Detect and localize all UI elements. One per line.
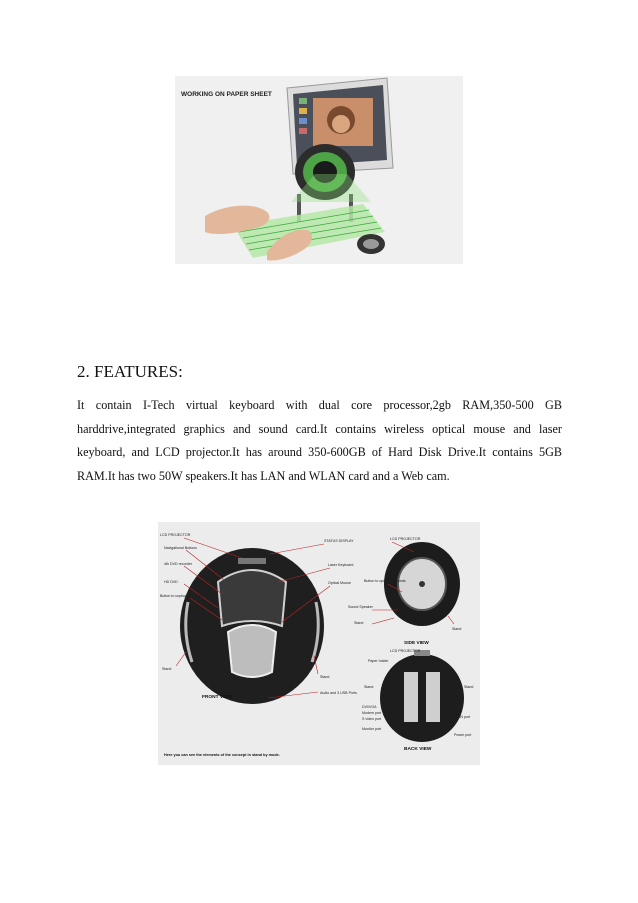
label-optical-mouse: Optical Mouse [328, 581, 351, 585]
back-view-label: BACK VIEW [404, 747, 432, 752]
label-dvi-vga: DVI/VGA [362, 705, 377, 709]
label-open-stands: Button to open the Stands [364, 579, 406, 583]
label-power-port: Power port [454, 733, 472, 737]
label-lcd-projector-side: LCD PROJECTOR [390, 537, 421, 541]
virtual-keyboard-figure [175, 76, 463, 264]
label-stand-front-left: Stand [162, 667, 172, 671]
label-hd-dvd: HD DVD [164, 580, 178, 584]
concept-diagram-illustration [158, 522, 480, 765]
label-sound-speaker: Sound Speaker [348, 605, 373, 609]
label-dvd-recorder: 4th DVD recorder [164, 562, 192, 566]
label-lan-port: LAN port [456, 715, 471, 719]
label-lcd-projector-back: LCD PROJECTOR [390, 649, 421, 653]
label-modem-port: Modem port [362, 711, 382, 715]
front-view-label: FRONT VIEW [202, 695, 233, 700]
label-stand-back-left: Stand [364, 685, 374, 689]
label-stand-back-right: Stand [464, 685, 474, 689]
figure2-caption: Here you can see the elements of the concept in stand by mode. [164, 753, 280, 757]
features-paragraph: It contain I-Tech virtual keyboard with dual core processor,2gb RAM,350-500 GB harddrive,integrated graphics and sound card.It contains wireless optical mouse and laser keyboard, and LCD projector.It has around 350-600GB of Hard Disk Drive.It contains 5GB RAM.It has two 50W speakers.It has LAN and WLAN card and a Web cam. [77, 398, 562, 483]
section-heading: 2. FEATURES: [77, 362, 183, 381]
concept-diagram-figure [158, 522, 480, 765]
label-status-display: STATUS DISPLAY [324, 539, 354, 543]
label-stand-front-right: Stand [320, 675, 330, 679]
label-monitor-port: Monitor port [362, 727, 382, 731]
label-paper-holder: Paper holder [368, 659, 389, 663]
label-lcd-projector-front: LCD PROJECTOR [160, 533, 191, 537]
side-view-label: SIDE VIEW [404, 641, 429, 646]
figure1-caption: WORKING ON PAPER SHEET [181, 91, 272, 98]
label-audio-usb: Audio and 3 USB Ports [320, 691, 357, 695]
label-stand-side-right: Stand [452, 627, 462, 631]
label-laser-keyboard: Laser Keyboard [328, 563, 354, 567]
virtual-keyboard-illustration [175, 76, 463, 264]
label-stand-side-left: Stand [354, 621, 364, 625]
label-nav-buttons: Navigational Buttons [164, 546, 197, 550]
label-unplug-mouse: Button to unplug the Mouse [160, 594, 204, 598]
label-svideo-port: S video port [362, 717, 382, 721]
